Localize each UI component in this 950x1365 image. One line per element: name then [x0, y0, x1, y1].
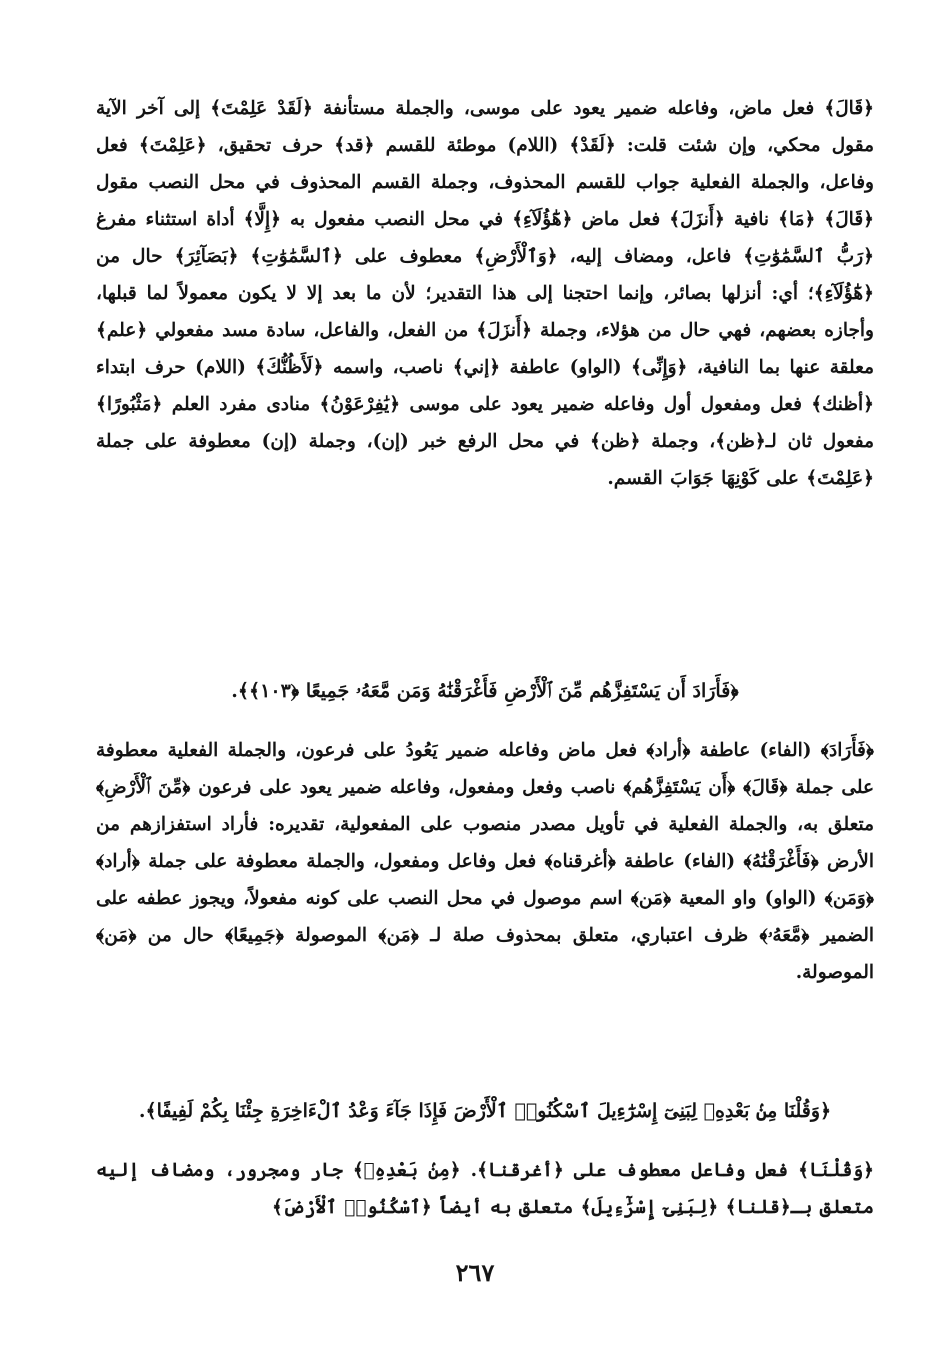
- page-number: ٢٦٧: [455, 1258, 495, 1287]
- paragraph-commentary-3: ﴿وَقُلْنَا﴾ فعل وفاعل معطوف على ﴿أغرقنا﴾. ﴿مِنۢ بَعْدِهِۦ﴾ جار ومجرور، ومضاف إليه متعلق بـ﴿قلنا﴾ ﴿لِبَنِىٓ إِسْرَٰٓءِيلَ﴾ متعلق به أيضاً ﴿ٱسْكُنُوا۟ ٱلْأَرْضَ﴾: [96, 1160, 874, 1218]
- paragraph-commentary-2: ﴿فَأَرَادَ﴾ (الفاء) عاطفة ﴿أراد﴾ فعل ماض وفاعله ضمير يَعُودُ على فرعون، والجملة الفعلية معطوفة على جملة ﴿قَالَ﴾ ﴿أَن يَسْتَفِزَّهُم﴾ ناصب وفعل ومفعول، وفاعله ضمير يعود على فرعون ﴿مِّنَ ٱلْأَرْضِ﴾ متعلق به، والجملة الفعلية في تأويل مصدر منصوب على المفعولية، تقديره: فأراد استفزازهم من الأرض ﴿فَأَغْرَقْنَٰهُ﴾ (الفاء) عاطفة ﴿أغرقناه﴾ فعل وفاعل ومفعول، والجملة معطوفة على جملة ﴿أراد﴾ ﴿وَمَن﴾ (الواو) واو المعية ﴿مَن﴾ اسم موصول في محل النصب على كونه مفعولاً، ويجوز عطفه على الضمير ﴿مَّعَهُۥ﴾ ظرف اعتباري، متعلق بمحذوف صلة لـ ﴿مَن﴾ الموصولة ﴿جَمِيعًا﴾ حال من ﴿مَن﴾ الموصولة.: [96, 740, 874, 983]
- paragraph-commentary-1: ﴿قَالَ﴾ فعل ماض، وفاعله ضمير يعود على موسى، والجملة مستأنفة ﴿لَقَدْ عَلِمْتَ﴾ إلى آخر الآية مقول محكي، وإن شئت قلت: ﴿لَقَدْ﴾ (اللام) موطئة للقسم ﴿قد﴾ حرف تحقيق، ﴿عَلِمْتَ﴾ فعل وفاعل، والجملة الفعلية جواب للقسم المحذوف، وجملة القسم المحذوف في محل النصب مقول ﴿قَالَ﴾ ﴿مَا﴾ نافية ﴿أَنزَلَ﴾ فعل ماض ﴿هَٰٓؤُلَآءِ﴾ في محل النصب مفعول به ﴿إِلَّا﴾ أداة استثناء مفرغ ﴿رَبُّ ٱلسَّمَٰوَٰتِ﴾ فاعل، ومضاف إليه، ﴿وَٱلْأَرْضِ﴾ معطوف على ﴿ٱلسَّمَٰوَٰتِ﴾ ﴿بَصَآئِرَ﴾ حال من ﴿هَٰٓؤُلَآءِ﴾؛ أي: أنزلها بصائر، وإنما احتجنا إلى هذا التقدير؛ لأن ما بعد إلا لا يكون معمولاً لما قبلها، وأجازه بعضهم، فهي حال من هؤلاء، وجملة ﴿أَنزَلَ﴾ من الفعل، والفاعل، سادة مسد مفعولي ﴿علم﴾ معلقة عنها بما النافية، ﴿وَإِنِّى﴾ (الواو) عاطفة ﴿إني﴾ ناصب، واسمه ﴿لَأَظُنُّكَ﴾ (اللام) حرف ابتداء ﴿أظنك﴾ فعل ومفعول أول وفاعله ضمير يعود على موسى ﴿يَٰفِرْعَوْنُ﴾ منادى مفرد العلم ﴿مَثْبُورًا﴾ مفعول ثان لـ﴿ظن﴾، وجملة ﴿ظن﴾ في محل الرفع خبر (إن)، وجملة (إن) معطوفة على جملة ﴿عَلِمْتَ﴾ على كَوْنِهَا جَوَابَ القسم.: [96, 98, 874, 489]
- quran-verse-103: ﴿فَأَرَادَ أَن يَسْتَفِزَّهُم مِّنَ ٱلْأَرْضِ فَأَغْرَقْنَٰهُ وَمَن مَّعَهُۥ جَمِيعًا ﴿١٠٣﴾﴾.: [231, 680, 739, 702]
- quran-verse-104: ﴿وَقُلْنَا مِنۢ بَعْدِهِۦ لِبَنِىٓ إِسْرَٰٓءِيلَ ٱسْكُنُوا۟ ٱلْأَرْضَ فَإِذَا جَآءَ وَعْدُ ٱلْءَاخِرَةِ جِئْنَا بِكُمْ لَفِيفًا﴾.: [138, 1100, 832, 1122]
